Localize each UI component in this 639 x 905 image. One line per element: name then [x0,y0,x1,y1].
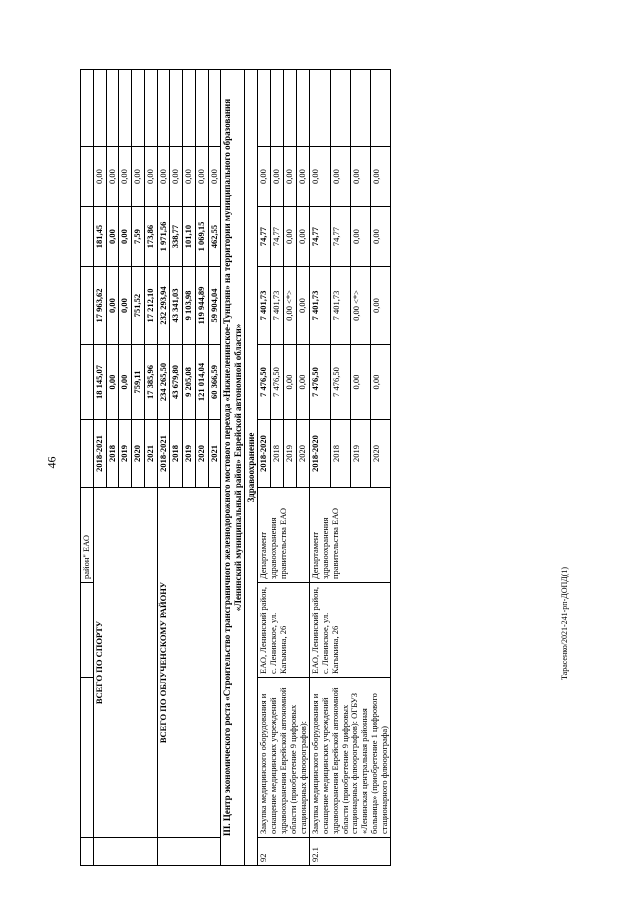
item-address: ЕАО, Ленинский район, с. Ленинское, ул. Кагыкина, 26 [258,583,310,678]
federal-budget-cell: 0,00 [106,267,119,345]
table-row [258,70,271,866]
federal-budget-cell: 0,00 [371,267,391,345]
empty-cell [183,70,196,147]
empty-cell [81,267,94,345]
federal-budget-cell: 59 904,04 [208,267,221,345]
regional-budget-cell: 74,77 [330,207,350,267]
federal-budget-cell: 0,00 <*> [284,267,297,345]
empty-cell [81,345,94,420]
year-cell: 2018 [170,420,183,488]
local-budget-cell: 0,00 [350,147,370,207]
total-cell: 43 679,80 [170,345,183,420]
federal-budget-cell: 232 293,94 [157,267,170,345]
federal-budget-cell: 0,00 [119,267,132,345]
district-total-label: ВСЕГО ПО ОБЛУЧЕНСКОМУ РАЙОНУ [157,488,221,838]
regional-budget-cell: 74,77 [258,207,271,267]
local-budget-cell: 0,00 [271,147,284,207]
page-number: 46 [44,456,59,469]
year-cell: 2020 [371,420,391,488]
empty-cell [81,838,94,866]
local-budget-cell: 0,00 [119,147,132,207]
year-cell: 2018-2021 [93,420,106,488]
local-budget-cell: 0,00 [284,147,297,207]
regional-budget-cell: 1 069,15 [195,207,208,267]
total-cell: 7 476,50 [310,345,330,420]
empty-cell [132,70,145,147]
federal-budget-cell: 7 401,73 [258,267,271,345]
year-cell: 2020 [132,420,145,488]
federal-budget-cell: 7 401,73 [330,267,350,345]
total-cell: 18 145,07 [93,345,106,420]
regional-budget-cell: 181,45 [93,207,106,267]
year-cell: 2018 [330,420,350,488]
total-cell: 759,11 [132,345,145,420]
empty-cell [170,70,183,147]
total-cell: 0,00 [350,345,370,420]
year-cell: 2018-2021 [157,420,170,488]
budget-table [80,69,391,866]
total-cell: 7 476,50 [330,345,350,420]
empty-cell [144,70,157,147]
regional-budget-cell: 0,00 [297,207,310,267]
empty-cell [350,70,370,147]
empty-cell [195,70,208,147]
footer-doc-id: Тарасенко/2021-241-рп-ДОПД(1) [560,566,569,680]
federal-budget-cell: 9 103,98 [183,267,196,345]
federal-budget-cell: 7 401,73 [310,267,330,345]
federal-budget-cell: 17 963,62 [93,267,106,345]
empty-cell [258,70,271,147]
year-cell: 2018 [271,420,284,488]
item-address: ЕАО, Ленинский район, с. Ленинское, ул. Кагыкина, 26 [310,583,391,678]
empty-cell [106,70,119,147]
total-cell: 17 385,96 [144,345,157,420]
regional-budget-cell: 338,77 [170,207,183,267]
total-cell: 234 265,50 [157,345,170,420]
empty-cell [93,838,157,866]
empty-cell [157,838,221,866]
local-budget-cell: 0,00 [157,147,170,207]
total-cell: 60 366,59 [208,345,221,420]
table-row [93,70,106,866]
total-cell: 0,00 [297,345,310,420]
total-cell: 0,00 [119,345,132,420]
year-cell: 2019 [350,420,370,488]
item-number: 92 [258,838,310,866]
item-department: Департамент здравоохранения правительства ЕАО [310,488,391,583]
year-cell: 2019 [284,420,297,488]
empty-cell [310,70,330,147]
total-cell: 0,00 [371,345,391,420]
regional-budget-cell: 0,00 [350,207,370,267]
table-row [310,70,330,866]
local-budget-cell: 0,00 [371,147,391,207]
year-cell: 2018 [106,420,119,488]
year-cell: 2019 [119,420,132,488]
local-budget-cell: 0,00 [195,147,208,207]
local-budget-cell: 0,00 [132,147,145,207]
total-cell: 0,00 [106,345,119,420]
total-cell: 0,00 [284,345,297,420]
year-cell: 2020 [297,420,310,488]
year-cell: 2021 [144,420,157,488]
empty-cell [371,70,391,147]
empty-cell [271,70,284,147]
regional-budget-cell: 74,77 [310,207,330,267]
sport-total-label: ВСЕГО ПО СПОРТУ [93,488,157,838]
total-cell: 9 205,08 [183,345,196,420]
regional-budget-cell: 101,10 [183,207,196,267]
empty-cell [81,583,94,678]
regional-budget-cell: 0,00 [119,207,132,267]
regional-budget-cell: 0,00 [106,207,119,267]
year-cell: 2020 [195,420,208,488]
federal-budget-cell: 7 401,73 [271,267,284,345]
subsection-title: Здравоохранение [245,70,258,866]
federal-budget-cell: 751,52 [132,267,145,345]
empty-cell [81,420,94,488]
empty-cell [81,207,94,267]
section-row [221,70,245,866]
federal-budget-cell: 0,00 [297,267,310,345]
section-title: III. Центр экономического роста «Строительство трансграничного железнодорожного мостового перехода «Нижнеленинское-Тунцзян» на территории муниципального образования «Ленинский муниципальный район» Еврейской автономной области» [221,70,245,866]
table-body [81,70,391,866]
item-number: 92.1 [310,838,391,866]
item-name: Закупка медицинского оборудования и оснащение медицинских учреждений здравоохранения Еврейской автономной области (приобретение 9 цифровых стационарных флюорографов): [258,678,310,838]
local-budget-cell: 0,00 [93,147,106,207]
year-cell: 2018-2020 [258,420,271,488]
regional-budget-cell: 74,77 [271,207,284,267]
year-cell: 2019 [183,420,196,488]
empty-cell [81,70,94,147]
federal-budget-cell: 0,00 <*> [350,267,370,345]
rotated-page [80,70,504,866]
item-name: Закупка медицинского оборудования и оснащение медицинских учреждений здравоохранения Еврейской автономной области (приобретение 9 цифровых стационарных флюорографов): ОГБУЗ «Ленинская центральная районная больница» (приобретение 1 цифрового стационарного флюорографа) [310,678,391,838]
item-department: Департамент здравоохранения правительства ЕАО [258,488,310,583]
empty-cell [93,70,106,147]
local-budget-cell: 0,00 [310,147,330,207]
local-budget-cell: 0,00 [330,147,350,207]
year-cell: 2021 [208,420,221,488]
empty-cell [81,147,94,207]
local-budget-cell: 0,00 [297,147,310,207]
local-budget-cell: 0,00 [170,147,183,207]
local-budget-cell: 0,00 [258,147,271,207]
subsection-row [245,70,258,866]
federal-budget-cell: 43 341,03 [170,267,183,345]
empty-cell [297,70,310,147]
regional-budget-cell: 0,00 [284,207,297,267]
regional-budget-cell: 462,55 [208,207,221,267]
regional-budget-cell: 7,59 [132,207,145,267]
federal-budget-cell: 17 212,10 [144,267,157,345]
table-row [157,70,170,866]
regional-budget-cell: 0,00 [371,207,391,267]
empty-cell [330,70,350,147]
empty-cell [284,70,297,147]
table-row [81,70,94,866]
total-cell: 7 476,50 [271,345,284,420]
empty-cell [119,70,132,147]
empty-cell [81,678,94,838]
total-cell: 121 014,04 [195,345,208,420]
local-budget-cell: 0,00 [208,147,221,207]
empty-cell [208,70,221,147]
year-cell: 2018-2020 [310,420,330,488]
local-budget-cell: 0,00 [106,147,119,207]
regional-budget-cell: 1 971,56 [157,207,170,267]
local-budget-cell: 0,00 [183,147,196,207]
total-cell: 7 476,50 [258,345,271,420]
federal-budget-cell: 119 944,89 [195,267,208,345]
dept-cell: район" ЕАО [81,488,94,583]
local-budget-cell: 0,00 [144,147,157,207]
regional-budget-cell: 173,86 [144,207,157,267]
empty-cell [157,70,170,147]
